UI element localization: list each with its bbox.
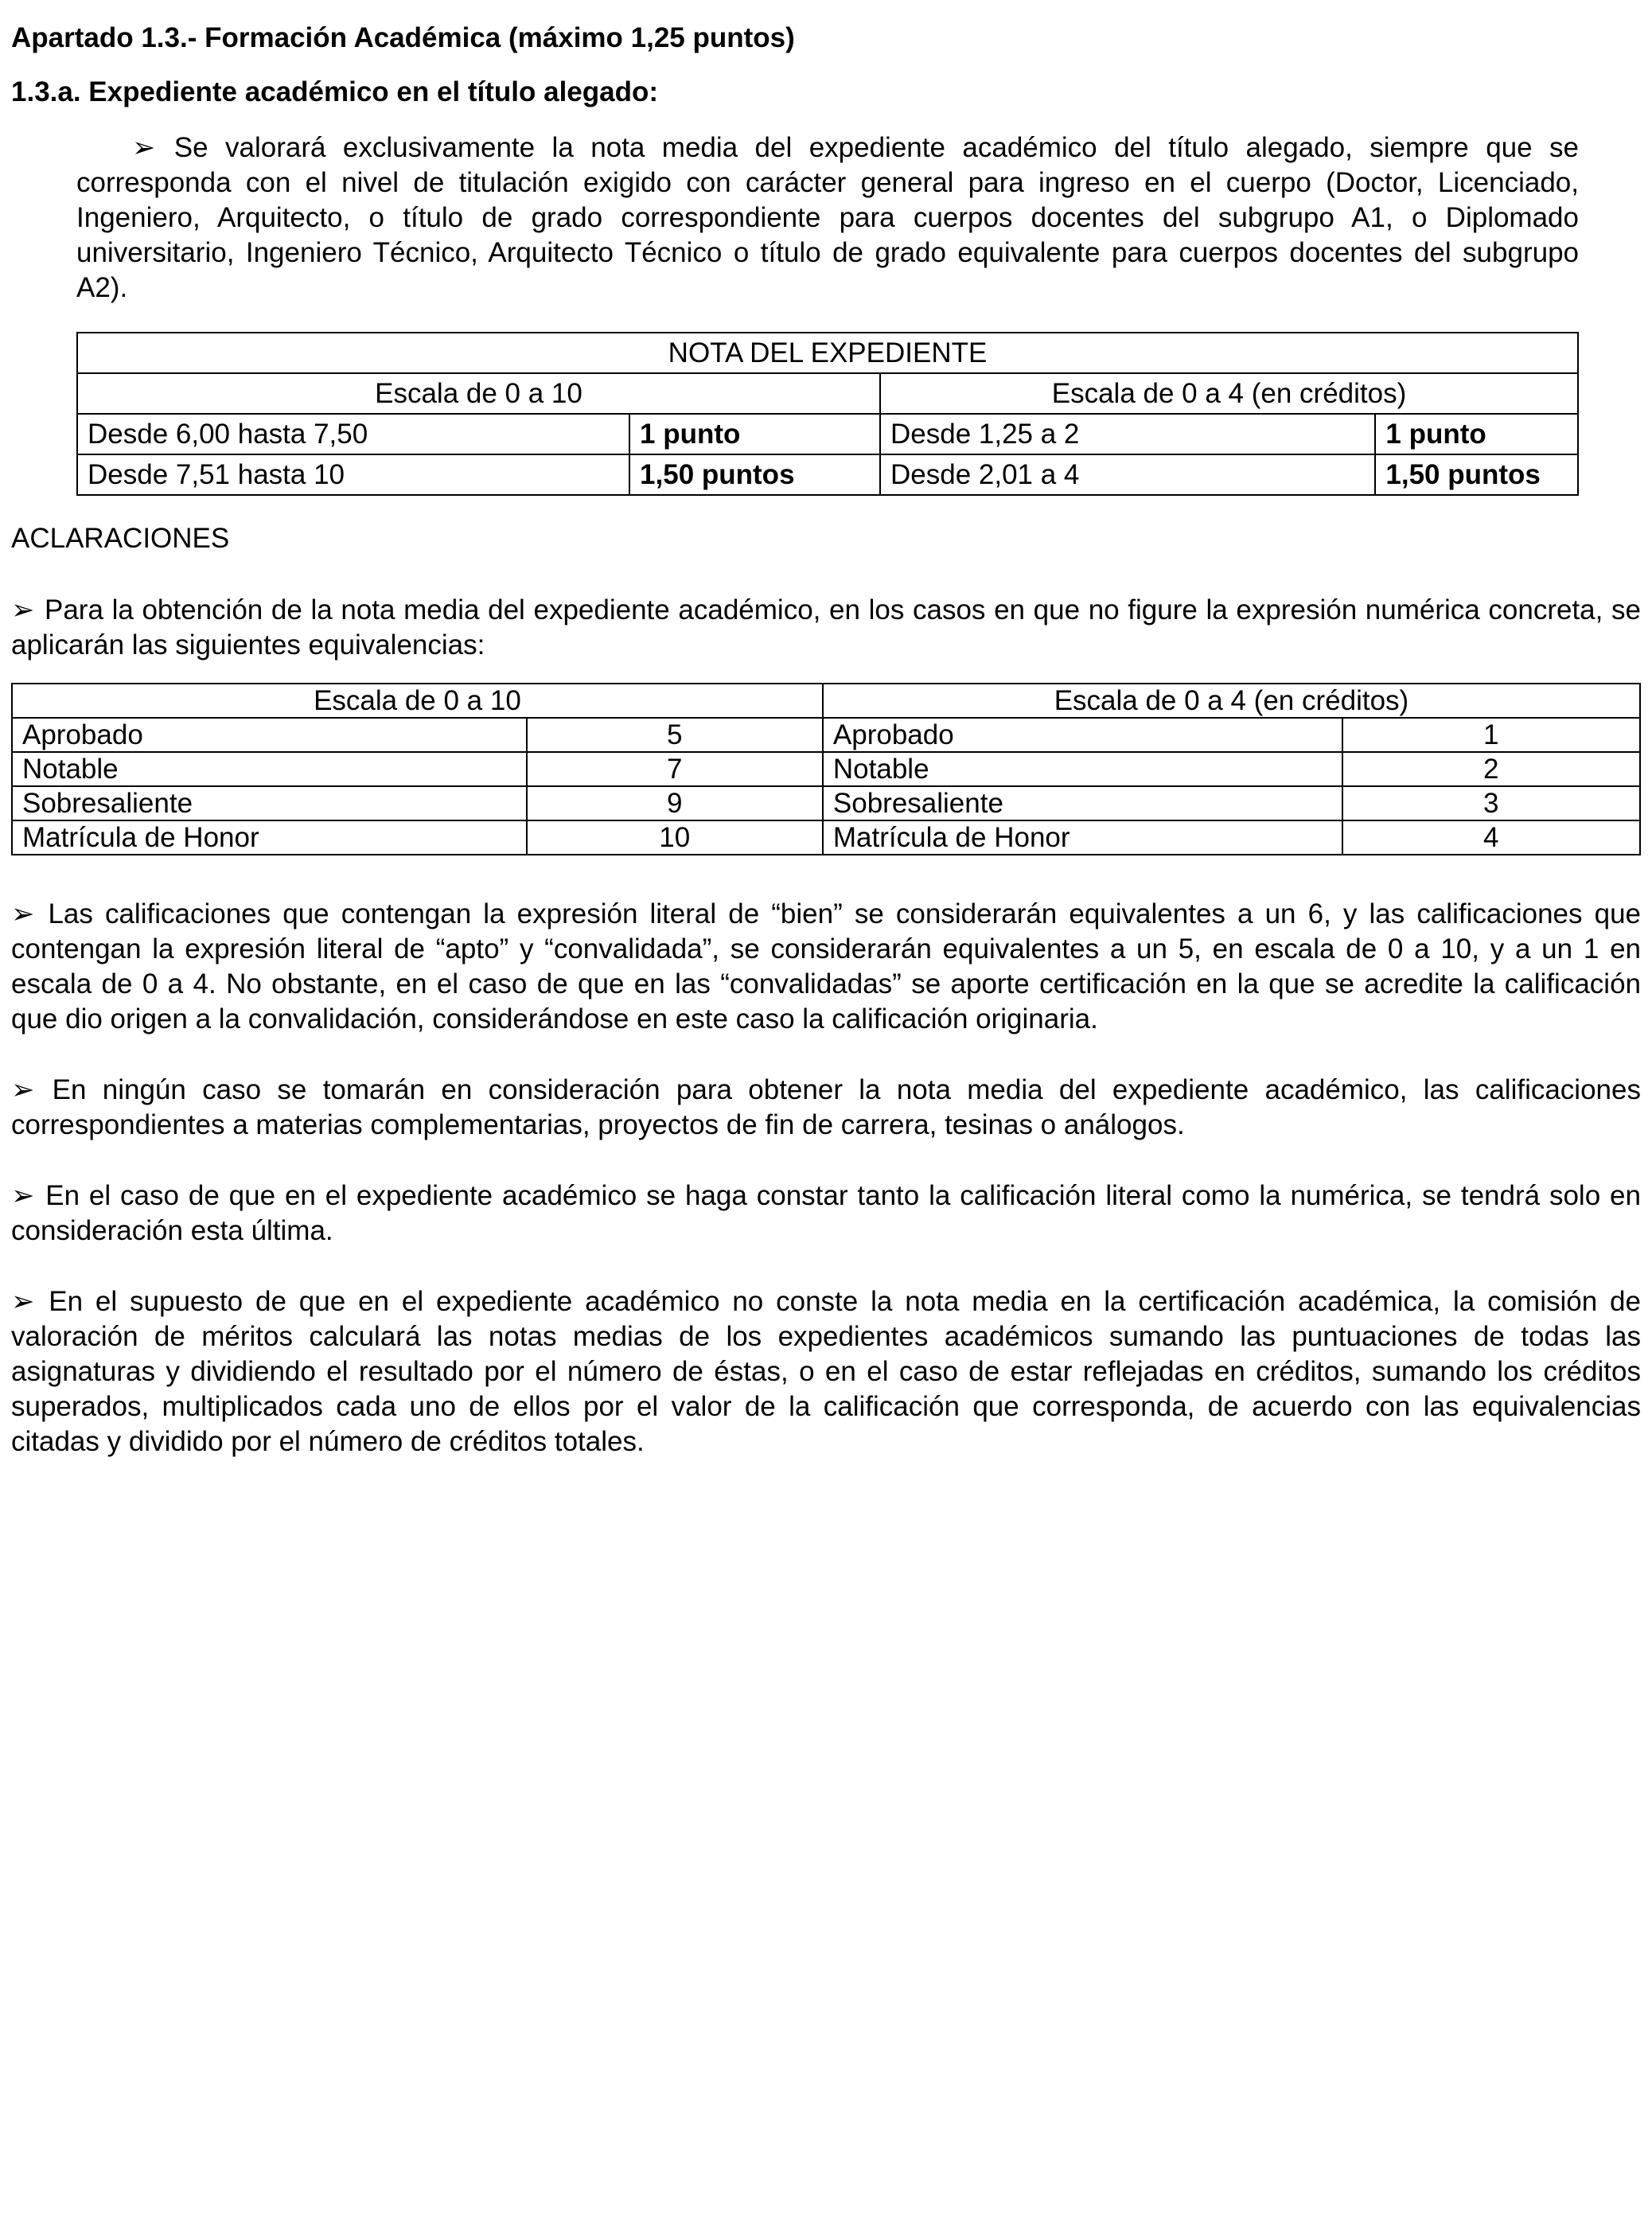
grade-value: 5 [527,718,823,752]
aclaraciones-heading: ACLARACIONES [11,523,230,554]
table-row [12,786,1640,820]
subsection-title: 1.3.a. Expediente académico en el título alegado: [11,76,659,107]
paragraph-text: Las calificaciones que contengan la expresión literal de “bien” se considerarán equivalentes a un 6, y las calificaciones que contengan la expresión literal de “apto” y “convalidada”, se considerarán equivalentes a un 5, en escala de 0 a 10, y a un 1 en escala de 0 a 4. No obstante, en el caso de que en las “convalidadas” se aporte certificación en la que se acredite la calificación que dio origen a la convalidación, considerándose en este caso la calificación originaria. [11,898,1641,1035]
grade-label: Notable [823,752,1342,786]
points-cell: 1 punto [629,414,880,454]
grade-label: Sobresaliente [823,786,1342,820]
table1-header-scale4: Escala de 0 a 4 (en créditos) [880,373,1578,414]
table-row [12,718,1640,752]
grade-label: Aprobado [12,718,527,752]
table-row [12,684,1640,718]
table1-header-scale10: Escala de 0 a 10 [77,373,880,414]
nota-expediente-table [76,332,1579,496]
table-row [77,373,1578,414]
section-title: Apartado 1.3.- Formación Académica (máximo 1,25 puntos) [11,22,795,53]
paragraph-text: En el caso de que en el expediente académico se haga constar tanto la calificación literal como la numérica, se tendrá solo en consideración esta última. [11,1180,1641,1246]
grade-label: Sobresaliente [12,786,527,820]
table1-title-cell: NOTA DEL EXPEDIENTE [77,333,1578,373]
paragraph-materias-excluidas [11,1073,1641,1143]
table-row [12,820,1640,855]
grade-value: 10 [527,820,823,855]
arrow-bullet-icon: ➢ [11,1286,37,1317]
paragraph-text: En el supuesto de que en el expediente académico no conste la nota media en la certificación académica, la comisión de valoración de méritos calculará las notas medias de los expedientes académicos sumando las puntuaciones de todas las asignaturas y dividiendo el resultado por el número de éstas, o en el caso de estar reflejadas en créditos, sumando los créditos superados, multiplicados cada uno de ellos por el valor de la calificación que corresponda, de acuerdo con las equivalencias citadas y dividido por el número de créditos totales. [11,1286,1641,1457]
range-cell: Desde 2,01 a 4 [880,454,1375,495]
table-row [12,752,1640,786]
table-row [77,414,1578,454]
table2-header-scale10: Escala de 0 a 10 [12,684,823,718]
range-cell: Desde 6,00 hasta 7,50 [77,414,629,454]
paragraph-text: Para la obtención de la nota media del expediente académico, en los casos en que no figure la expresión numérica concreta, se aplicarán las siguientes equivalencias: [11,594,1641,660]
points-cell: 1,50 puntos [629,454,880,495]
range-cell: Desde 7,51 hasta 10 [77,454,629,495]
points-cell: 1,50 puntos [1375,454,1578,495]
arrow-bullet-icon: ➢ [11,1180,37,1211]
grade-label: Matrícula de Honor [823,820,1342,855]
paragraph-calificacion-numerica [11,1179,1641,1249]
grade-label: Notable [12,752,527,786]
arrow-bullet-icon: ➢ [11,594,37,625]
paragraph-calificaciones-literales [11,897,1641,1037]
grade-value: 9 [527,786,823,820]
table-row [77,454,1578,495]
range-cell: Desde 1,25 a 2 [880,414,1375,454]
grade-label: Matrícula de Honor [12,820,527,855]
equivalence-table [11,683,1641,855]
grade-value: 3 [1342,786,1640,820]
grade-label: Aprobado [823,718,1342,752]
paragraph-text: En ningún caso se tomarán en consideración para obtener la nota media del expediente académico, las calificaciones correspondientes a materias complementarias, proyectos de fin de carrera, tesinas o análogos. [11,1074,1641,1140]
grade-value: 1 [1342,718,1640,752]
arrow-bullet-icon: ➢ [132,132,158,163]
grade-value: 4 [1342,820,1640,855]
paragraph-equivalencias [11,593,1641,663]
table2-header-scale4: Escala de 0 a 4 (en créditos) [823,684,1640,718]
intro-paragraph [76,131,1579,306]
table-row [77,333,1578,373]
intro-text: Se valorará exclusivamente la nota media del expediente académico del título alegado, siempre que se corresponda con el nivel de titulación exigido con carácter general para ingreso en el cuerpo (Doctor, Licenciado, Ingeniero, Arquitecto, o título de grado correspondiente para cuerpos docentes del subgrupo A1, o Diplomado universitario, Ingeniero Técnico, Arquitecto Técnico o título de grado equivalente para cuerpos docentes del subgrupo A2). [76,132,1579,303]
arrow-bullet-icon: ➢ [11,1074,37,1105]
grade-value: 7 [527,752,823,786]
grade-value: 2 [1342,752,1640,786]
paragraph-calculo-nota-media [11,1284,1641,1459]
arrow-bullet-icon: ➢ [11,898,37,929]
intro-block [76,131,1579,496]
points-cell: 1 punto [1375,414,1578,454]
